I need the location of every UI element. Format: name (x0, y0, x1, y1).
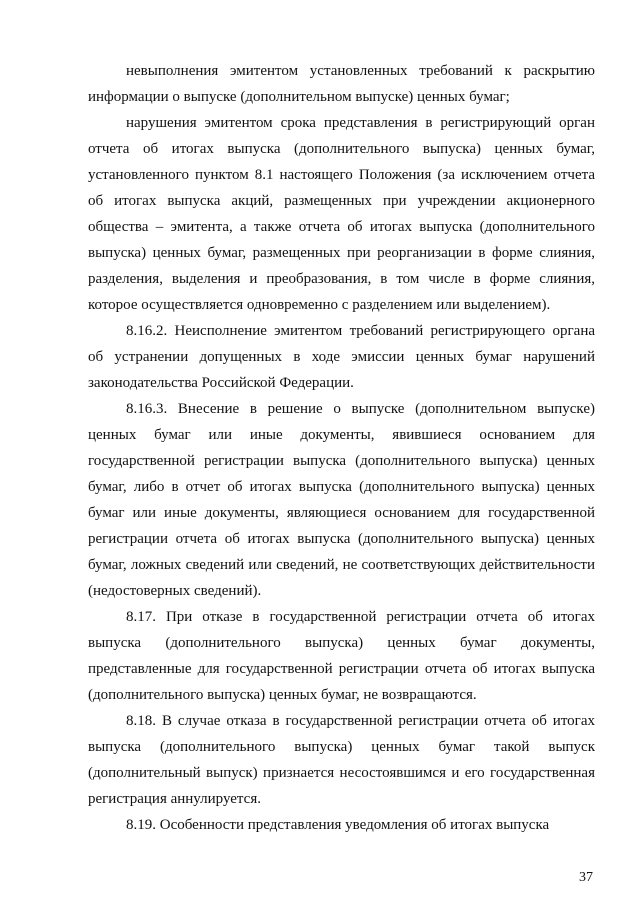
paragraph-8-18: 8.18. В случае отказа в государственной регистрации отчета об итогах выпуска (дополнительного выпуска) ценных бумаг такой выпуск (дополнительный выпуск) признается несостоявшимся и его государственная регистрация аннулируется. (88, 713, 595, 807)
paragraph-8-16-3: 8.16.3. Внесение в решение о выпуске (дополнительном выпуске) ценных бумаг или иные документы, явившиеся основанием для государственной регистрации выпуска (дополнительного выпуска) ценных бумаг, либо в отчет об итогах выпуска (дополнительного выпуска) ценных бумаг или иные документы, являющиеся основанием для государственной регистрации отчета об итогах выпуска (дополнительного выпуска) ценных бумаг, ложных сведений или сведений, не соответствующих действительности (недостоверных сведений). (88, 401, 595, 599)
paragraph-report-deadline-violation: нарушения эмитентом срока представления в регистрирующий орган отчета об итогах выпуска (дополнительного выпуска) ценных бумаг, установленного пунктом 8.1 настоящего Положения (за исключением отчета об итогах выпуска акций, размещенных при учреждении акционерного общества – эмитента, а также отчета об итогах выпуска (дополнительного выпуска) ценных бумаг, размещенных при реорганизации в форме слияния, разделения, выделения и преобразования, в том числе в форме слияния, которое осуществляется одновременно с разделением или выделением). (88, 115, 595, 313)
paragraph-8-19: 8.19. Особенности представления уведомления об итогах выпуска (126, 817, 550, 833)
paragraph-8-17: 8.17. При отказе в государственной регистрации отчета об итогах выпуска (дополнительного выпуска) ценных бумаг документы, представленные для государственной регистрации отчета об итогах выпуска (дополнительного выпуска) ценных бумаг, не возвращаются. (88, 609, 595, 703)
paragraph-disclosure-violation: невыполнения эмитентом установленных требований к раскрытию информации о выпуске (дополнительном выпуске) ценных бумаг; (88, 63, 595, 105)
paragraph-8-16-2: 8.16.2. Неисполнение эмитентом требований регистрирующего органа об устранении допущенных в ходе эмиссии ценных бумаг нарушений законодательства Российской Федерации. (88, 323, 595, 391)
document-page (88, 58, 595, 838)
page-number: 37 (579, 870, 593, 885)
